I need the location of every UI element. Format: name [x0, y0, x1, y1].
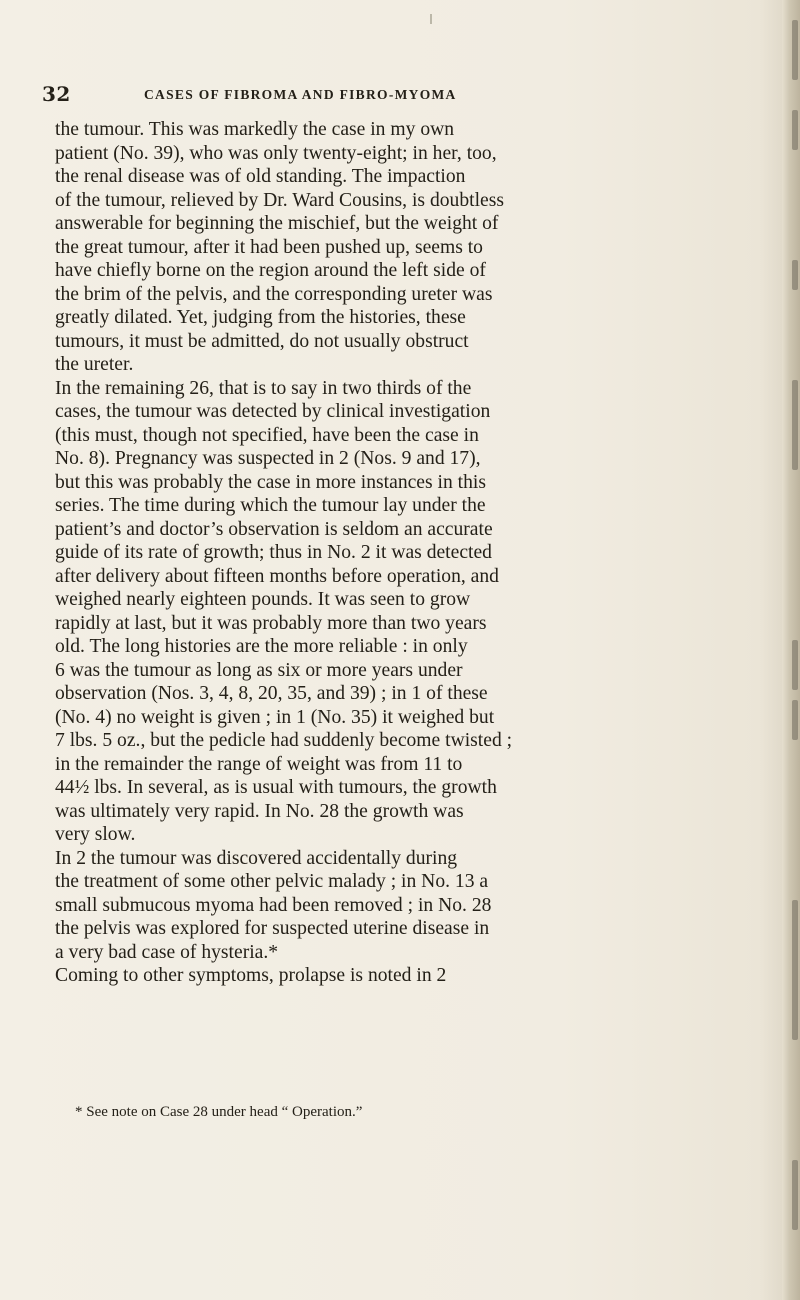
running-head: [42, 82, 742, 106]
text-line: answerable for beginning the mischief, but the weight of: [55, 213, 499, 234]
edge-mark: [792, 640, 798, 690]
text-line: of the tumour, relieved by Dr. Ward Cousins, is doubtless: [55, 189, 504, 211]
edge-mark: [792, 380, 798, 470]
text-line: in the remainder the range of weight was from 11 to: [55, 753, 463, 775]
text-line: the pelvis was explored for suspected uterine disease in: [55, 918, 490, 939]
text-line: patient’s and doctor’s observation is seldom an accurate: [55, 518, 493, 540]
text-line: but this was probably the case in more instances in this: [55, 471, 486, 493]
text-line: a very bad case of hysteria.*: [55, 941, 279, 963]
text-line: In 2 the tumour was discovered accidentally during: [55, 847, 458, 869]
text-line: the tumour. This was markedly the case in my own: [55, 119, 455, 140]
text-line: (this must, though not specified, have been the case in: [55, 424, 479, 446]
text-line: In the remaining 26, that is to say in two thirds of the: [55, 377, 472, 399]
text-line: small submucous myoma had been removed ; in No. 28: [55, 894, 492, 916]
running-title: CASES OF FIBROMA AND FIBRO-MYOMA: [144, 87, 457, 102]
text-line: Coming to other symptoms, prolapse is noted in 2: [55, 965, 447, 986]
edge-mark: [792, 110, 798, 150]
text-line: weighed nearly eighteen pounds. It was seen to grow: [55, 589, 471, 610]
text-line: old. The long histories are the more reliable : in only: [55, 636, 468, 657]
text-line: 7 lbs. 5 oz., but the pedicle had suddenly become twisted ;: [55, 730, 513, 751]
text-line: after delivery about fifteen months before operation, and: [55, 565, 499, 587]
edge-mark: [792, 900, 798, 1040]
text-line: the renal disease was of old standing. The impaction: [55, 166, 466, 187]
text-line: the treatment of some other pelvic malady ; in No. 13 a: [55, 871, 489, 892]
footnote: * See note on Case 28 under head “ Operation.”: [75, 1104, 363, 1120]
text-line: 6 was the tumour as long as six or more years under: [55, 659, 463, 681]
text-line: cases, the tumour was detected by clinical investigation: [55, 401, 491, 422]
text-line: (No. 4) no weight is given ; in 1 (No. 35) it weighed but: [55, 706, 495, 728]
body-text: [55, 118, 755, 988]
text-line: the ureter.: [55, 354, 134, 375]
text-line: 44½ lbs. In several, as is usual with tumours, the growth: [55, 777, 497, 798]
text-line: observation (Nos. 3, 4, 8, 20, 35, and 39) ; in 1 of these: [55, 683, 488, 704]
text-line: the brim of the pelvis, and the corresponding ureter was: [55, 283, 493, 305]
text-line: very slow.: [55, 824, 136, 845]
page-edge-shadow: [782, 0, 800, 1300]
text-line: rapidly at last, but it was probably more than two years: [55, 612, 487, 634]
text-line: No. 8). Pregnancy was suspected in 2 (Nos. 9 and 17),: [55, 448, 481, 469]
edge-mark: [792, 700, 798, 740]
edge-mark: [792, 1160, 798, 1230]
text-line: patient (No. 39), who was only twenty-eight; in her, too,: [55, 142, 497, 164]
page-number: 32: [42, 82, 71, 106]
text-line: series. The time during which the tumour lay under the: [55, 495, 486, 516]
text-line: greatly dilated. Yet, judging from the histories, these: [55, 307, 466, 328]
text-line: tumours, it must be admitted, do not usually obstruct: [55, 330, 469, 352]
edge-mark: [792, 20, 798, 80]
text-line: was ultimately very rapid. In No. 28 the growth was: [55, 800, 464, 822]
text-line: have chiefly borne on the region around the left side of: [55, 260, 486, 281]
edge-mark: [792, 260, 798, 290]
text-line: guide of its rate of growth; thus in No. 2 it was detected: [55, 542, 492, 563]
scan-speck: [430, 14, 432, 24]
text-line: the great tumour, after it had been pushed up, seems to: [55, 236, 483, 258]
